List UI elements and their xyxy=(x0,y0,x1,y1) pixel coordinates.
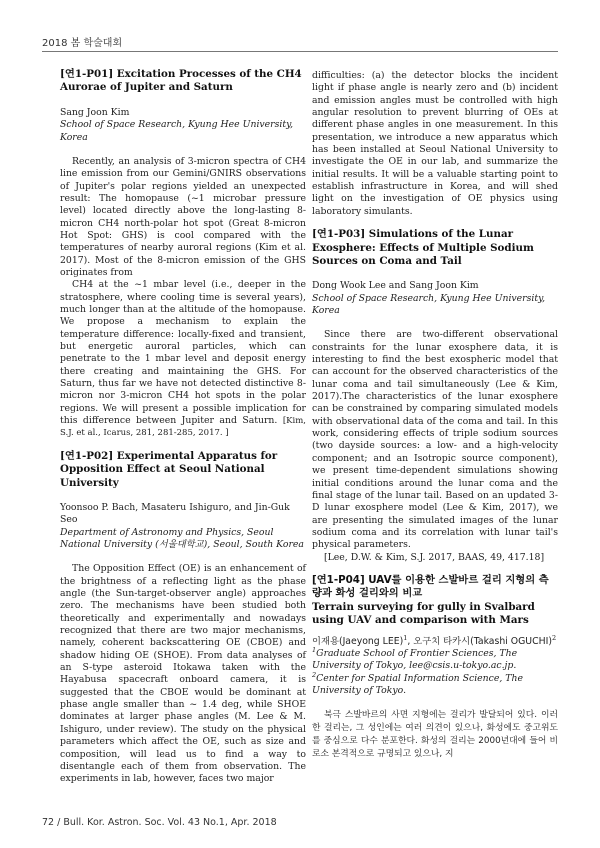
abstract-reference: [Lee, D.W. & Kim, S.J. 2017, BAAS, 49, 417.18] xyxy=(324,551,545,563)
abstract-reference: [Kim, S.J. et al., Icarus, 281, 281-285, 2017. ] xyxy=(60,416,306,439)
author-2: , 오구치 타카시(Takashi OGUCHI) xyxy=(407,635,552,647)
abstract-title: [연1-P01] Excitation Processes of the CH4 Aurorae of Jupiter and Saturn xyxy=(60,68,302,94)
page-footer: 72 / Bull. Kor. Astron. Soc. Vol. 43 No.1, Apr. 2018 xyxy=(42,817,277,828)
author-1-superscript: 1 xyxy=(403,633,408,642)
abstract-p04 xyxy=(312,574,558,761)
abstract-title: [연1-P02] Experimental Apparatus for Opposition Effect at Seoul National University xyxy=(60,449,278,489)
author-1: 이재용(Jaeyong LEE) xyxy=(312,635,404,647)
affiliation-1: Graduate School of Frontier Sciences, The University of Tokyo, lee@csis.u-tokyo.ac.jp. xyxy=(312,647,518,672)
affiliation-2: Center for Spatial Information Science, The University of Tokyo. xyxy=(312,672,523,696)
abstract-title-english: Terrain surveying for gully in Svalbard using UAV and comparison with Mars xyxy=(312,600,535,627)
abstract-paragraph: Since there are two-different observational constraints for the lunar exosphere data, it is interesting to find the best exospheric model that can account for the observed characteristics of the lunar coma and tail simultaneously (Lee & Kim, 2017).The characteristics of the lunar exosphere can be constrained by comparing simulated models with observational data of the coma and tail. In this work, considering effects of triple sodium sources (two dayside sources: a low- and a high-velocity component; and an Isotropic source component), we present time-dependent simulations showing initial conditions around the lunar coma and the final stage of the lunar tail. Based on an updated 3-D lunar exosphere model (Lee & Kim, 2017), we are presenting the simulated images of the lunar sodium coma and its correlation with lunar tail's physical parameters. xyxy=(312,329,558,551)
left-column xyxy=(60,68,306,786)
abstract-title: [연1-P03] Simulations of the Lunar Exosphere: Effects of Multiple Sodium Sources on Coma and Tail xyxy=(312,228,534,267)
header-divider xyxy=(42,51,558,52)
affiliation-2-superscript: 2 xyxy=(312,670,317,679)
abstract-paragraph xyxy=(60,279,306,439)
abstract-p02 xyxy=(60,450,306,786)
author-2-superscript: 2 xyxy=(551,633,557,642)
abstract-p03 xyxy=(312,228,558,564)
abstract-authors: Dong Wook Lee and Sang Joon Kim xyxy=(312,280,479,292)
abstract-p01 xyxy=(60,68,306,440)
abstract-affiliation xyxy=(312,645,558,673)
abstract-affiliation: School of Space Research, Kyung Hee University, Korea xyxy=(312,292,546,317)
abstract-affiliation: School of Space Research, Kyung Hee University, Korea xyxy=(60,119,294,143)
affiliation-1-superscript: 1 xyxy=(312,645,317,654)
running-header: 2018 봄 학술대회 xyxy=(42,38,123,49)
abstract-paragraph: 북극 스발바르의 사면 지형에는 걸리가 발달되어 있다. 이러한 걸리는, 그 성인에는 여러 의견이 있으나, 화성에도 중고위도를 중심으로 다수 분포한다. 화성의 걸리는 2000년대에 들어 비로소 본격적으로 규명되고 있으나, 지 xyxy=(312,710,558,760)
abstract-title xyxy=(312,574,558,628)
abstract-authors xyxy=(312,633,558,648)
abstract-paragraph: Recently, an analysis of 3-micron spectra of CH4 line emission from our Gemini/GNIRS observations of Jupiter's polar regions yielded an unexpected result: The homopause (~1 microbar pressure level) located directly above the long-lasting 8-micron CH4 north-polar hot spot (Great 8-micron Hot Spot: GHS) is cool compared with the temperatures of nearby auroral regions (Kim et al. 2017). Most of the 8-micron emission of the GHS originates from xyxy=(60,155,306,278)
abstract-affiliation xyxy=(312,670,558,698)
abstract-affiliation: Department of Astronomy and Physics, Seoul National University (서울대학교), Seoul, South Korea xyxy=(60,526,304,550)
abstract-authors: Yoonsoo P. Bach, Masateru Ishiguro, and Jin-Guk Seo xyxy=(60,501,290,526)
right-column xyxy=(312,70,558,761)
abstract-paragraph-continued: difficulties: (a) the detector blocks the incident light if phase angle is nearly zero and (b) incident and emission angles must be controlled with high angular resolution to prevent blurring of OEs at different phase angles in one measurement. In this presentation, we introduce a new apparatus which has been installed at Seoul National University to investigate the OE in our lab, and summarize the initial results. It will be a valuable starting point to establish infrastructure in Korea, and will shed light on the investigation of OE physics using laboratory simulants. xyxy=(312,70,558,217)
abstract-paragraph-text: CH4 at the ~1 mbar level (i.e., deeper in the stratosphere, where cooling time is several years), much longer than at the altitude of the homopause. We propose a mechanism to explain the temperature difference: locally-fixed and transient, but energetic auroral particles, which can penetrate to the 1 mbar level and deposit energy there creating and maintaining the GHS. For Saturn, thus far we have not detected distinctive 8-micron nor 3-micron CH4 hot spots in the polar regions. We will present a possible implication for this difference between Jupiter and Saturn. xyxy=(60,279,306,427)
abstract-authors: Sang Joon Kim xyxy=(60,106,130,118)
abstract-paragraph: The Opposition Effect (OE) is an enhancement of the brightness of a reflecting light as the phase angle (the Sun-target-observer angle) approaches zero. The mechanisms have been studied both theoretically and experimentally and nowadays recognized that there are two major mechanisms, namely, coherent backscattering OE (CBOE) and shadow hiding OE (SHOE). From data analyses of an S-type asteroid Itokawa taken with the Hayabusa spacecraft onboard camera, it is suggested that the CBOE would be dominant at phase angle smaller than ~ 1.4 deg, while SHOE dominates at larger phase angles (M. Lee & M. Ishiguro, under review). The study on the physical parameters which affect the OE, such as size and composition, will lead us to find a way to disentangle each of them from observation. The experiments in lab, however, faces two major xyxy=(60,563,306,785)
abstract-title-korean: [연1-P04] UAV를 이용한 스발바르 걸리 지형의 측량과 화성 걸리와의 비교 xyxy=(312,573,549,600)
